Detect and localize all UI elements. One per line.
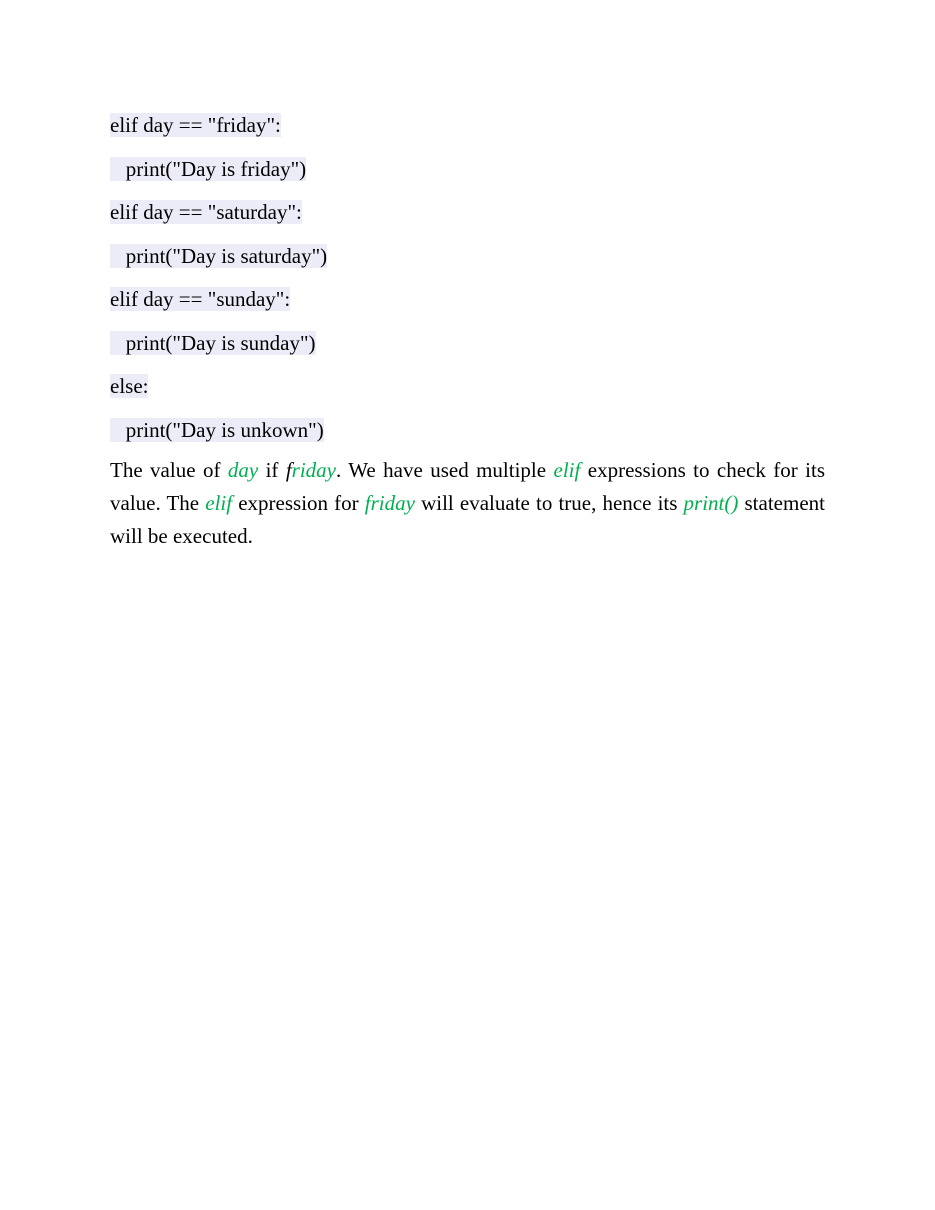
code-line — [110, 112, 825, 139]
code-line-text: elif day == "friday": — [110, 113, 281, 137]
text-run: will evaluate to true, hence its — [414, 491, 684, 515]
code-term-initial: f — [285, 458, 292, 482]
code-block — [110, 112, 825, 444]
code-line-text: else: — [110, 374, 149, 398]
code-line-text: elif day == "saturday": — [110, 200, 302, 224]
code-line-text: print("Day is sunday") — [110, 330, 316, 355]
code-line — [110, 330, 825, 357]
code-line — [110, 243, 825, 270]
code-line-text: print("Day is saturday") — [110, 243, 328, 268]
code-line — [110, 156, 825, 183]
text-run: expressions to check for its value. The — [110, 458, 825, 515]
code-term: friday — [364, 491, 415, 515]
code-line — [110, 373, 825, 400]
code-term: print() — [683, 491, 739, 515]
code-line-text: print("Day is friday") — [110, 156, 307, 181]
code-line — [110, 286, 825, 313]
code-line-text: elif day == "sunday": — [110, 287, 291, 311]
code-line — [110, 417, 825, 444]
text-run: . We have used multiple — [336, 458, 554, 482]
code-term: day — [227, 458, 259, 482]
text-run: statement will be executed. — [110, 491, 825, 548]
code-term: elif — [553, 458, 581, 482]
text-run: if — [258, 458, 286, 482]
code-line — [110, 199, 825, 226]
text-run: The value of — [110, 458, 228, 482]
code-term: elif — [205, 491, 233, 515]
explanation-paragraph — [110, 454, 825, 553]
code-term: riday — [291, 458, 336, 482]
document-page — [110, 112, 825, 574]
text-run: expression for — [232, 491, 365, 515]
code-line-text: print("Day is unkown") — [110, 417, 324, 442]
